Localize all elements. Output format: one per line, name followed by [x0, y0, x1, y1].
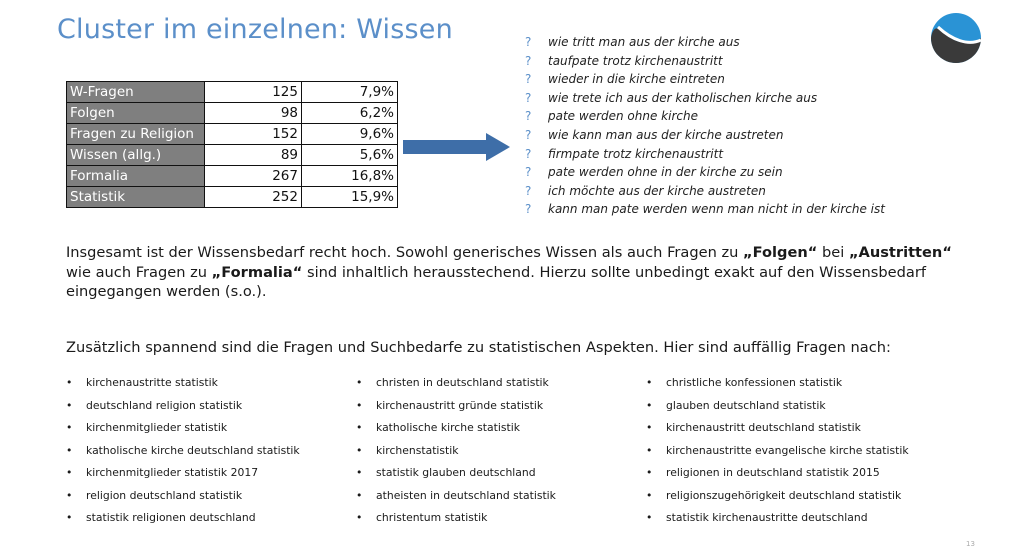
- table-row: [67, 124, 398, 145]
- bullet-icon: •: [646, 376, 653, 389]
- stat-query: atheisten in deutschland statistik: [376, 488, 556, 502]
- bullet-icon: •: [66, 443, 73, 457]
- query-text: wieder in die kirche eintreten: [548, 72, 725, 87]
- query-text: kann man pate werden wenn man nicht in der kirche ist: [548, 202, 885, 217]
- list-item: [66, 417, 300, 440]
- list-item: [646, 372, 909, 395]
- table-row: [67, 145, 398, 166]
- list-item: [66, 372, 300, 395]
- stat-query: kirchenaustritt deutschland statistik: [666, 421, 861, 434]
- question-mark-icon: ?: [525, 90, 532, 105]
- table-cell-percent: 9,6%: [302, 124, 398, 145]
- stat-query: kirchenmitglieder statistik: [86, 421, 228, 434]
- list-item: [525, 107, 885, 126]
- bullet-icon: •: [646, 421, 653, 434]
- stat-query: religion deutschland statistik: [86, 488, 243, 502]
- list-item: [525, 126, 885, 145]
- list-item: [356, 395, 556, 418]
- table-cell-percent: 16,8%: [302, 166, 398, 187]
- table-cell-count: 125: [205, 82, 302, 103]
- question-mark-icon: ?: [525, 183, 532, 198]
- list-item: [525, 33, 885, 52]
- bullet-icon: •: [646, 511, 653, 524]
- stat-column-1: [66, 372, 300, 530]
- list-item: [356, 372, 556, 395]
- table-row: [67, 82, 398, 103]
- question-mark-icon: ?: [525, 146, 532, 161]
- bullet-icon: •: [356, 488, 363, 502]
- bullet-icon: •: [356, 443, 363, 457]
- table-cell-count: 252: [205, 187, 302, 208]
- list-item: [646, 395, 909, 418]
- question-mark-icon: ?: [525, 53, 532, 68]
- bullet-icon: •: [66, 488, 73, 502]
- summary-text-4: sind inhaltlich herausstechend. Hierzu sollte unbedingt exakt auf den Wissensbedarf eingegangen werden (s.o.).: [66, 263, 926, 300]
- table-cell-category: Folgen: [67, 103, 205, 124]
- list-item: [646, 485, 909, 508]
- list-item: [356, 417, 556, 440]
- question-mark-icon: ?: [525, 109, 532, 124]
- stat-query: christen in deutschland statistik: [376, 376, 549, 389]
- list-item: [525, 182, 885, 201]
- stat-query: kirchenaustritte evangelische kirche statistik: [666, 443, 909, 457]
- stat-query: kirchenmitglieder statistik 2017: [86, 466, 259, 479]
- list-item: [646, 440, 909, 463]
- list-item: [356, 485, 556, 508]
- stat-query: statistik kirchenaustritte deutschland: [666, 511, 868, 524]
- bullet-icon: •: [646, 466, 653, 479]
- list-item: [525, 89, 885, 108]
- query-text: wie trete ich aus der katholischen kirche aus: [548, 90, 818, 105]
- query-text: wie tritt man aus der kirche aus: [548, 35, 740, 49]
- summary-bold-austritten: „Austritten“: [848, 244, 952, 261]
- brand-logo: [930, 12, 982, 64]
- table-cell-category: Statistik: [67, 187, 205, 208]
- list-item: [525, 52, 885, 71]
- list-item: [66, 485, 300, 508]
- query-text: firmpate trotz kirchenaustritt: [548, 146, 724, 161]
- stat-query: christliche konfessionen statistik: [666, 376, 843, 389]
- query-text: pate werden ohne kirche: [548, 109, 698, 124]
- stat-query: statistik religionen deutschland: [86, 511, 256, 524]
- stat-query: kirchenaustritte statistik: [86, 376, 218, 389]
- bullet-icon: •: [356, 398, 363, 412]
- stat-query: katholische kirche deutschland statistik: [86, 443, 300, 457]
- table-row: [67, 103, 398, 124]
- summary-bold-folgen: „Folgen“: [743, 244, 818, 261]
- stat-column-3: [646, 372, 909, 530]
- list-item: [66, 395, 300, 418]
- bullet-icon: •: [646, 488, 653, 502]
- question-mark-icon: ?: [525, 202, 532, 217]
- summary-bold-formalia: „Formalia“: [211, 263, 303, 281]
- query-text: taufpate trotz kirchenaustritt: [548, 53, 723, 68]
- stat-query: religionszugehörigkeit deutschland statistik: [666, 488, 902, 502]
- list-item: [356, 462, 556, 485]
- table-cell-count: 98: [205, 103, 302, 124]
- list-item: [525, 163, 885, 182]
- list-item: [646, 507, 909, 530]
- stat-query: katholische kirche statistik: [376, 421, 520, 434]
- question-mark-icon: ?: [525, 165, 532, 180]
- bullet-icon: •: [356, 466, 363, 479]
- bullet-icon: •: [66, 466, 73, 479]
- bullet-icon: •: [646, 443, 653, 457]
- list-item: [356, 440, 556, 463]
- stat-query: glauben deutschland statistik: [666, 398, 826, 412]
- query-list: [525, 33, 885, 219]
- list-item: [66, 507, 300, 530]
- stat-query: kirchenstatistik: [376, 443, 459, 457]
- page-title: Cluster im einzelnen: Wissen: [57, 14, 453, 45]
- list-item: [525, 70, 885, 89]
- stat-query: kirchenaustritt gründe statistik: [376, 398, 544, 412]
- table-cell-category: W-Fragen: [67, 82, 205, 103]
- query-text: pate werden ohne in der kirche zu sein: [548, 165, 783, 180]
- bullet-icon: •: [356, 511, 363, 524]
- stat-query: statistik glauben deutschland: [376, 466, 536, 479]
- bullet-icon: •: [646, 398, 653, 412]
- table-row: [67, 166, 398, 187]
- question-mark-icon: ?: [525, 35, 532, 49]
- page-number: 13: [966, 540, 975, 548]
- stat-query: religionen in deutschland statistik 2015: [666, 466, 880, 479]
- list-item: [646, 462, 909, 485]
- table-cell-count: 89: [205, 145, 302, 166]
- table-cell-percent: 7,9%: [302, 82, 398, 103]
- statistics-intro: Zusätzlich spannend sind die Fragen und Suchbedarfe zu statistischen Aspekten. Hier sind auffällig Fragen nach:: [66, 339, 891, 356]
- summary-text-3: wie auch Fragen zu: [66, 263, 212, 281]
- bullet-icon: •: [66, 398, 73, 412]
- table-cell-category: Formalia: [67, 166, 205, 187]
- right-arrow-icon: [402, 132, 512, 162]
- summary-text-2: bei: [817, 244, 849, 261]
- list-item: [356, 507, 556, 530]
- summary-paragraph: [66, 243, 956, 302]
- stat-query: christentum statistik: [376, 511, 488, 524]
- table-cell-count: 267: [205, 166, 302, 187]
- bullet-icon: •: [66, 421, 73, 434]
- question-mark-icon: ?: [525, 127, 532, 142]
- table-cell-percent: 15,9%: [302, 187, 398, 208]
- summary-text-1: Insgesamt ist der Wissensbedarf recht hoch. Sowohl generisches Wissen als auch Fragen zu: [66, 244, 744, 261]
- list-item: [66, 462, 300, 485]
- table-row: [67, 187, 398, 208]
- bullet-icon: •: [356, 421, 363, 434]
- question-mark-icon: ?: [525, 72, 532, 87]
- bullet-icon: •: [66, 511, 73, 524]
- list-item: [525, 200, 885, 219]
- list-item: [646, 417, 909, 440]
- stat-query: deutschland religion statistik: [86, 398, 243, 412]
- stats-table: [66, 81, 398, 208]
- table-cell-count: 152: [205, 124, 302, 145]
- table-cell-category: Wissen (allg.): [67, 145, 205, 166]
- bullet-icon: •: [66, 376, 73, 389]
- list-item: [525, 145, 885, 164]
- query-text: wie kann man aus der kirche austreten: [548, 127, 784, 142]
- list-item: [66, 440, 300, 463]
- table-cell-category: Fragen zu Religion: [67, 124, 205, 145]
- query-text: ich möchte aus der kirche austreten: [548, 183, 766, 198]
- bullet-icon: •: [356, 376, 363, 389]
- stat-column-2: [356, 372, 556, 530]
- table-cell-percent: 5,6%: [302, 145, 398, 166]
- table-cell-percent: 6,2%: [302, 103, 398, 124]
